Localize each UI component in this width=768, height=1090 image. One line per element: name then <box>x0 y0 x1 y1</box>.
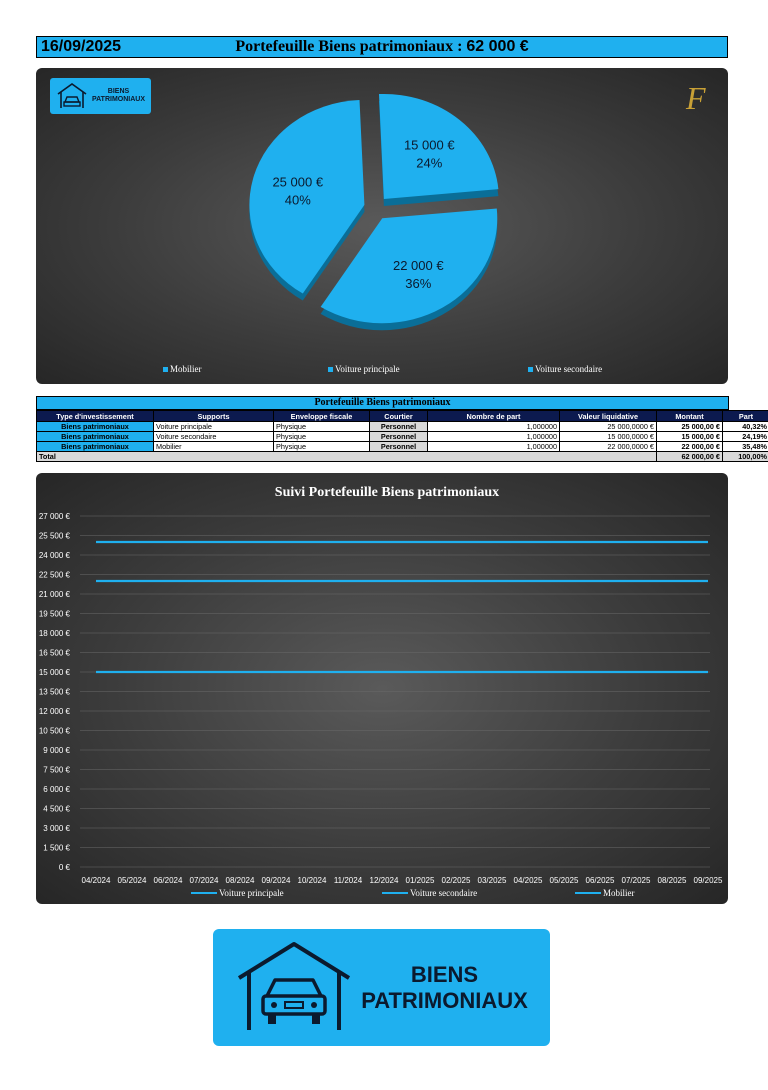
legend-label: Voiture principale <box>219 888 284 898</box>
logo-line-1: BIENS <box>107 88 130 95</box>
y-tick-label: 9 000 € <box>43 746 70 755</box>
cell-type: Biens patrimoniaux <box>37 422 154 432</box>
y-tick-label: 13 500 € <box>38 687 70 697</box>
x-tick-label: 12/2024 <box>369 876 399 885</box>
col-header: Montant <box>657 411 723 422</box>
col-header: Nombre de part <box>428 411 560 422</box>
x-tick-label: 08/2025 <box>657 876 687 885</box>
pie-value-label: 25 000 € <box>272 174 324 190</box>
cell-nav: 15 000,0000 € <box>560 432 657 442</box>
logo-line-2: PATRIMONIAUX <box>91 96 146 103</box>
portfolio-total: 62 000 € <box>466 38 529 55</box>
col-header: Supports <box>154 411 274 422</box>
y-tick-label: 21 000 € <box>38 590 70 599</box>
cell-units: 1,000000 <box>428 422 560 432</box>
x-tick-label: 11/2024 <box>333 876 363 885</box>
x-tick-label: 02/2025 <box>441 876 471 885</box>
cell-envelope: Physique <box>274 432 370 442</box>
x-tick-label: 07/2024 <box>189 876 219 885</box>
pie-pct-label: 24% <box>416 155 443 171</box>
y-tick-label: 3 000 € <box>43 824 70 833</box>
pie-chart <box>36 68 728 384</box>
x-tick-label: 10/2024 <box>297 876 327 885</box>
total-share: 100,00% <box>723 452 768 462</box>
legend-label: Voiture secondaire <box>410 888 478 898</box>
cell-type: Biens patrimoniaux <box>37 432 154 442</box>
y-tick-label: 10 500 € <box>38 726 70 736</box>
logo-line-2: PATRIMONIAUX <box>361 987 528 1013</box>
y-tick-label: 24 000 € <box>38 551 70 560</box>
line-chart <box>36 473 728 904</box>
legend-swatch <box>163 367 168 372</box>
table-total-row <box>37 452 768 462</box>
total-amount: 62 000,00 € <box>657 452 723 462</box>
line-legend-item-0 <box>191 888 284 898</box>
y-tick-label: 22 500 € <box>38 570 70 580</box>
legend-line <box>191 892 217 894</box>
table-row <box>37 422 768 432</box>
legend-swatch <box>328 367 333 372</box>
col-header: Courtier <box>370 411 428 422</box>
x-tick-label: 03/2025 <box>477 876 507 885</box>
x-tick-label: 05/2025 <box>549 876 579 885</box>
col-header: Valeur liquidative <box>560 411 657 422</box>
cell-envelope: Physique <box>274 422 370 432</box>
cell-support: Voiture principale <box>154 422 274 432</box>
y-tick-label: 25 500 € <box>38 531 70 541</box>
x-tick-label: 04/2024 <box>81 876 111 885</box>
cell-amount: 25 000,00 € <box>657 422 723 432</box>
cell-support: Voiture secondaire <box>154 432 274 442</box>
table-title: Portefeuille Biens patrimoniaux <box>36 396 729 410</box>
x-tick-label: 08/2024 <box>225 876 255 885</box>
x-tick-label: 09/2024 <box>261 876 291 885</box>
cell-broker: Personnel <box>370 442 428 452</box>
page-title-text: Portefeuille Biens patrimoniaux : <box>235 38 467 55</box>
x-tick-label: 05/2024 <box>117 876 147 885</box>
cell-amount: 15 000,00 € <box>657 432 723 442</box>
col-header: Part <box>723 411 768 422</box>
pie-legend-item-0 <box>163 364 202 374</box>
cell-broker: Personnel <box>370 432 428 442</box>
legend-swatch <box>528 367 533 372</box>
x-tick-label: 06/2025 <box>585 876 615 885</box>
total-label: Total <box>37 452 657 462</box>
cell-units: 1,000000 <box>428 442 560 452</box>
biens-patrimoniaux-logo-large <box>213 929 550 1046</box>
cell-share: 24,19% <box>723 432 768 442</box>
line-legend-item-2 <box>575 888 635 898</box>
chart-title: Suivi Portefeuille Biens patrimoniaux <box>274 485 500 500</box>
cell-type: Biens patrimoniaux <box>37 442 154 452</box>
legend-label: Voiture secondaire <box>535 364 603 374</box>
pie-pct-label: 40% <box>284 192 311 208</box>
cell-nav: 22 000,0000 € <box>560 442 657 452</box>
line-legend-item-1 <box>382 888 477 898</box>
table-row <box>37 442 768 452</box>
x-tick-label: 07/2025 <box>621 876 651 885</box>
garage-car-icon <box>235 940 353 1036</box>
page-header <box>36 36 728 58</box>
pie-pct-label: 36% <box>405 275 432 291</box>
x-tick-label: 04/2025 <box>513 876 543 885</box>
y-tick-label: 6 000 € <box>43 785 70 794</box>
x-tick-label: 09/2025 <box>693 876 723 885</box>
cell-envelope: Physique <box>274 442 370 452</box>
legend-label: Mobilier <box>603 888 635 898</box>
cell-amount: 22 000,00 € <box>657 442 723 452</box>
pie-legend-item-1 <box>328 364 400 374</box>
y-tick-label: 27 000 € <box>38 512 70 521</box>
table-header-row <box>37 411 768 422</box>
table-row <box>37 432 768 442</box>
legend-label: Voiture principale <box>335 364 400 374</box>
legend-line <box>382 892 408 894</box>
pie-legend-item-2 <box>528 364 602 374</box>
cell-share: 40,32% <box>723 422 768 432</box>
cell-broker: Personnel <box>370 422 428 432</box>
report-date: 16/09/2025 <box>41 38 122 55</box>
pie-value-label: 22 000 € <box>392 257 444 273</box>
pie-value-label: 15 000 € <box>403 137 455 153</box>
legend-line <box>575 892 601 894</box>
y-tick-label: 0 € <box>58 863 70 872</box>
logo-line-1: BIENS <box>410 961 479 987</box>
y-tick-label: 18 000 € <box>38 629 70 638</box>
y-tick-label: 16 500 € <box>38 648 70 658</box>
x-tick-label: 06/2024 <box>153 876 183 885</box>
portfolio-table <box>36 410 768 462</box>
y-tick-label: 15 000 € <box>38 668 70 677</box>
brand-mark-icon: F <box>686 80 706 116</box>
col-header: Enveloppe fiscale <box>274 411 370 422</box>
pie-slice-1 <box>379 94 498 206</box>
x-tick-label: 01/2025 <box>405 876 435 885</box>
y-tick-label: 7 500 € <box>43 765 70 775</box>
cell-support: Mobilier <box>154 442 274 452</box>
col-header: Type d'investissement <box>37 411 154 422</box>
legend-label: Mobilier <box>170 364 202 374</box>
y-tick-label: 1 500 € <box>43 843 70 853</box>
cell-share: 35,48% <box>723 442 768 452</box>
cell-nav: 25 000,0000 € <box>560 422 657 432</box>
page-title <box>37 38 727 56</box>
cell-units: 1,000000 <box>428 432 560 442</box>
portfolio-table-section <box>36 396 767 462</box>
y-tick-label: 12 000 € <box>38 707 70 716</box>
y-tick-label: 19 500 € <box>38 609 70 619</box>
y-tick-label: 4 500 € <box>43 804 70 814</box>
